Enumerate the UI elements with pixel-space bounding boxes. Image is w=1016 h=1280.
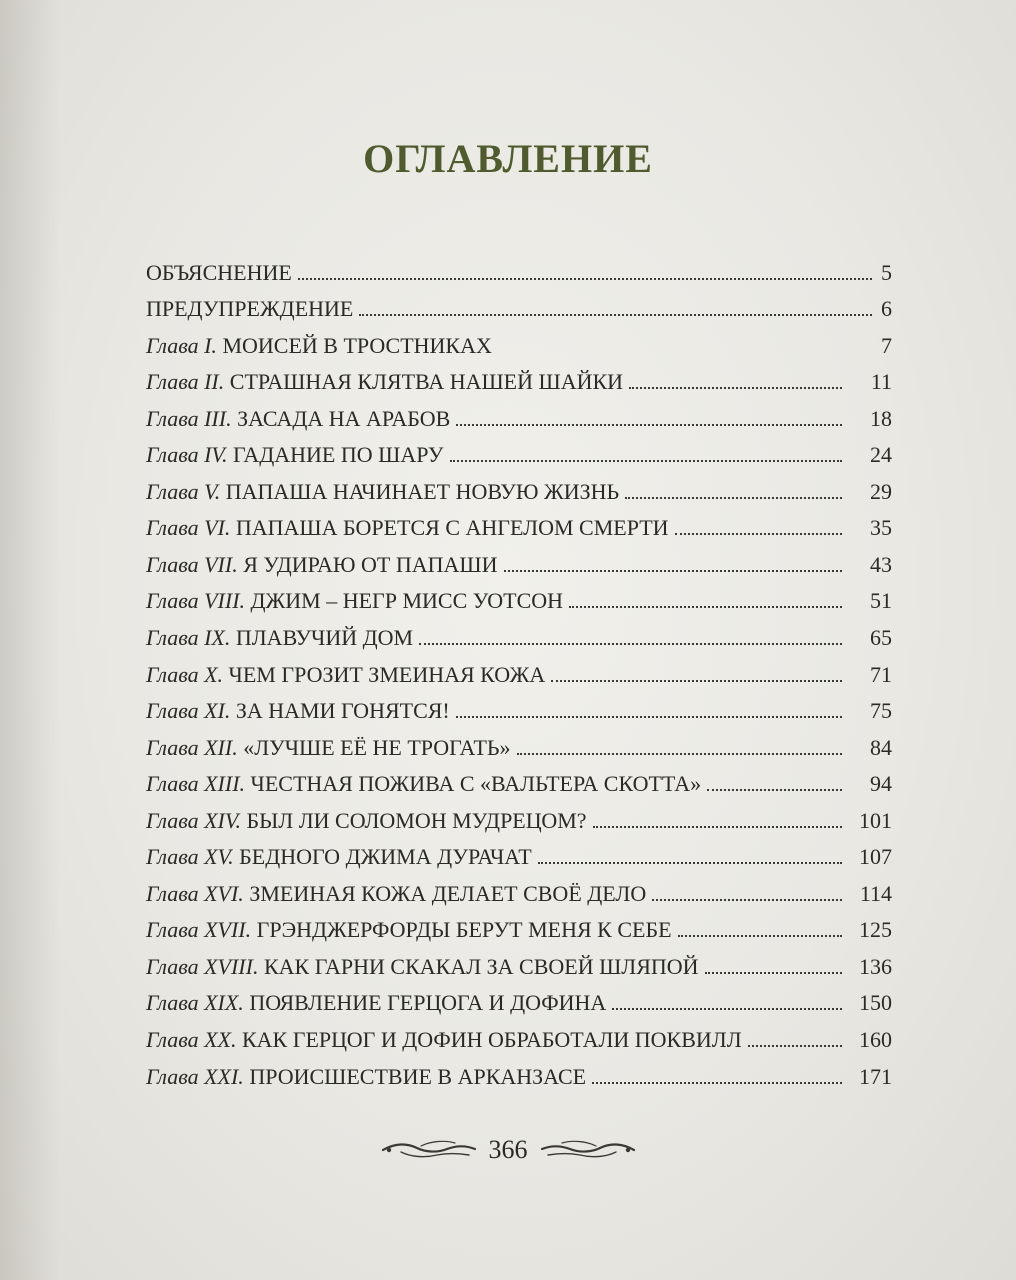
toc-entry-page: 18: [870, 405, 892, 431]
toc-entry-page: 71: [870, 661, 892, 687]
dot-leader: [707, 789, 842, 791]
toc-entry: [146, 908, 892, 945]
toc-entry: [146, 360, 892, 397]
toc-entry-title: ДЖИМ – НЕГР МИСС УОТСОН: [250, 588, 564, 614]
toc-entry-title: ЧЕСТНАЯ ПОЖИВА С «ВАЛЬТЕРА СКОТТА»: [250, 771, 702, 797]
toc-entry-page: 65: [870, 625, 892, 651]
toc-entry-text: [146, 916, 678, 944]
dot-leader: [359, 314, 872, 316]
toc-entry-title: ЗАСАДА НА АРАБОВ: [237, 405, 451, 431]
toc-entry-title: ПАПАША НАЧИНАЕТ НОВУЮ ЖИЗНЬ: [225, 478, 620, 504]
toc-entry-chapter: Глава IX.: [146, 625, 231, 651]
toc-entry-chapter: Глава III.: [146, 405, 232, 431]
toc-entry-page: 11: [870, 369, 892, 395]
toc-entry-title: ПРЕДУПРЕЖДЕНИЕ: [146, 296, 354, 322]
toc-entry-text: [146, 1026, 748, 1054]
toc-entry-title: ЗМЕИНАЯ КОЖА ДЕЛАЕТ СВОЁ ДЕЛО: [249, 880, 647, 906]
toc-entry-page: 101: [859, 807, 892, 833]
dot-leader: [569, 606, 842, 608]
toc-entry: [146, 762, 892, 799]
toc-entry-title: КАК ГАРНИ СКАКАЛ ЗА СВОЕЙ ШЛЯПОЙ: [263, 953, 699, 979]
toc-entry-text: [146, 770, 707, 798]
toc-entry-chapter: Глава XXI.: [146, 1063, 244, 1089]
toc-entry: [146, 542, 892, 579]
toc-entry-title: «ЛУЧШЕ ЕЁ НЕ ТРОГАТЬ»: [243, 734, 511, 760]
dot-leader: [629, 387, 842, 389]
toc-entry: [146, 1054, 892, 1091]
toc-entry-title: ГАДАНИЕ ПО ШАРУ: [233, 442, 444, 468]
toc-entry-page: 75: [870, 698, 892, 724]
toc-entry-text: [146, 551, 504, 579]
toc-entry-page: 94: [870, 771, 892, 797]
toc-entry-page: 43: [870, 551, 892, 577]
toc-entry: [146, 1017, 892, 1054]
toc-entry-chapter: Глава VIII.: [146, 588, 246, 614]
toc-entry-chapter: Глава XV.: [146, 844, 234, 870]
dot-leader: [678, 935, 842, 937]
toc-entry-page: 35: [870, 515, 892, 541]
toc-entry-text: [146, 989, 612, 1017]
page-title: ОГЛАВЛЕНИЕ: [363, 136, 653, 181]
toc-entry: [146, 835, 892, 872]
toc-entry-title: СТРАШНАЯ КЛЯТВА НАШЕЙ ШАЙКИ: [229, 369, 624, 395]
toc-entry: [146, 323, 892, 360]
toc-entry-chapter: Глава XIX.: [146, 990, 244, 1016]
toc-entry-text: [146, 332, 498, 360]
toc-entry: [146, 615, 892, 652]
dot-leader: [456, 424, 842, 426]
dot-leader: [504, 570, 842, 572]
toc-entry-text: [146, 807, 593, 835]
toc-entry-text: [146, 514, 675, 542]
page-shadow: [0, 0, 60, 1280]
toc-entry-text: [146, 295, 359, 323]
dot-leader: [625, 497, 842, 499]
toc-entry-page: 107: [859, 844, 892, 870]
toc-entry-page: 114: [859, 880, 892, 906]
toc-entry-chapter: Глава VII.: [146, 551, 238, 577]
toc-entry-page: 171: [859, 1063, 892, 1089]
dot-leader: [456, 716, 842, 718]
toc-entry-title: ОБЪЯСНЕНИЕ: [146, 259, 292, 285]
toc-entry-title: ПАПАША БОРЕТСЯ С АНГЕЛОМ СМЕРТИ: [235, 515, 669, 541]
toc-entry-page: 84: [870, 734, 892, 760]
dot-leader: [652, 899, 842, 901]
toc-entry-page: 24: [870, 442, 892, 468]
toc-entry-chapter: Глава V.: [146, 478, 221, 504]
toc-entry-page: 150: [859, 990, 892, 1016]
page-number: 366: [488, 1135, 528, 1164]
toc-entry: [146, 396, 892, 433]
toc-entry-chapter: Глава XVII.: [146, 917, 252, 943]
toc-entry-text: [146, 880, 652, 908]
toc-entry-page: 29: [870, 478, 892, 504]
toc-entry-chapter: Глава X.: [146, 661, 224, 687]
toc-entry-page: 160: [859, 1027, 892, 1053]
toc-entry-text: [146, 843, 538, 871]
toc-entry: [146, 798, 892, 835]
toc-entry: [146, 579, 892, 616]
toc-entry-text: [146, 478, 625, 506]
toc-entry-text: [146, 441, 450, 469]
toc-entry-text: [146, 587, 569, 615]
toc-entry: [146, 652, 892, 689]
dot-leader: [748, 1045, 842, 1047]
toc-entry-text: [146, 259, 298, 287]
toc-entry-chapter: Глава XVI.: [146, 880, 244, 906]
dot-leader: [592, 1082, 842, 1084]
flourish-ornament-icon: [381, 1135, 477, 1165]
toc-entry-chapter: Глава XIV.: [146, 807, 241, 833]
toc-entry-text: [146, 405, 456, 433]
toc-entry-chapter: Глава XVIII.: [146, 953, 259, 979]
toc-entry-text: [146, 624, 419, 652]
toc-entry-chapter: Глава I.: [146, 332, 217, 358]
toc-entry-title: БЫЛ ЛИ СОЛОМОН МУДРЕЦОМ?: [246, 807, 587, 833]
toc-entry-page: 136: [859, 953, 892, 979]
toc-entry: [146, 689, 892, 726]
toc-entry-text: [146, 697, 456, 725]
toc-entry: [146, 871, 892, 908]
toc-entry-chapter: Глава XI.: [146, 698, 231, 724]
dot-leader: [593, 826, 842, 828]
table-of-contents: [146, 250, 892, 1091]
toc-entry: [146, 506, 892, 543]
toc-entry-page: 5: [881, 259, 892, 285]
dot-leader: [450, 460, 843, 462]
toc-entry-title: ПЛАВУЧИЙ ДОМ: [235, 625, 414, 651]
toc-entry-text: [146, 734, 517, 762]
toc-entry-page: 125: [859, 917, 892, 943]
toc-entry-chapter: Глава XIII.: [146, 771, 246, 797]
toc-entry-title: ПОЯВЛЕНИЕ ГЕРЦОГА И ДОФИНА: [249, 990, 607, 1016]
toc-entry: [146, 433, 892, 470]
toc-entry: [146, 725, 892, 762]
toc-entry: [146, 981, 892, 1018]
toc-entry-text: [146, 1063, 592, 1091]
toc-entry-text: [146, 661, 551, 689]
dot-leader: [612, 1008, 842, 1010]
toc-entry-chapter: Глава IV.: [146, 442, 228, 468]
dot-leader: [498, 351, 842, 353]
toc-entry: [146, 469, 892, 506]
toc-entry-page: 6: [881, 296, 892, 322]
toc-entry-page: 51: [870, 588, 892, 614]
toc-entry-chapter: Глава XX.: [146, 1027, 237, 1053]
toc-entry-chapter: Глава XII.: [146, 734, 238, 760]
toc-entry-text: [146, 953, 705, 981]
toc-entry-chapter: Глава VI.: [146, 515, 231, 541]
dot-leader: [517, 753, 842, 755]
dot-leader: [551, 680, 842, 682]
dot-leader: [298, 278, 872, 280]
toc-entry-title: ЗА НАМИ ГОНЯТСЯ!: [235, 698, 450, 724]
dot-leader: [675, 533, 842, 535]
dot-leader: [538, 862, 842, 864]
toc-entry-title: МОИСЕЙ В ТРОСТНИКАХ: [222, 332, 492, 358]
dot-leader: [705, 972, 842, 974]
toc-entry-chapter: Глава II.: [146, 369, 225, 395]
toc-entry-title: БЕДНОГО ДЖИМА ДУРАЧАТ: [239, 844, 532, 870]
flourish-ornament-icon: [540, 1135, 636, 1165]
toc-entry-title: Я УДИРАЮ ОТ ПАПАШИ: [243, 551, 498, 577]
toc-entry-title: КАК ГЕРЦОГ И ДОФИН ОБРАБОТАЛИ ПОКВИЛЛ: [241, 1027, 742, 1053]
toc-entry-title: ЧЕМ ГРОЗИТ ЗМЕИНАЯ КОЖА: [228, 661, 546, 687]
page-footer: [0, 1128, 1016, 1172]
toc-entry: [146, 944, 892, 981]
toc-entry: [146, 287, 892, 324]
toc-entry-title: ПРОИСШЕСТВИЕ В АРКАНЗАСЕ: [249, 1063, 587, 1089]
toc-entry-page: 7: [881, 332, 892, 358]
toc-entry-title: ГРЭНДЖЕРФОРДЫ БЕРУТ МЕНЯ К СЕБЕ: [256, 917, 672, 943]
dot-leader: [419, 643, 842, 645]
toc-entry: [146, 250, 892, 287]
toc-entry-text: [146, 368, 629, 396]
